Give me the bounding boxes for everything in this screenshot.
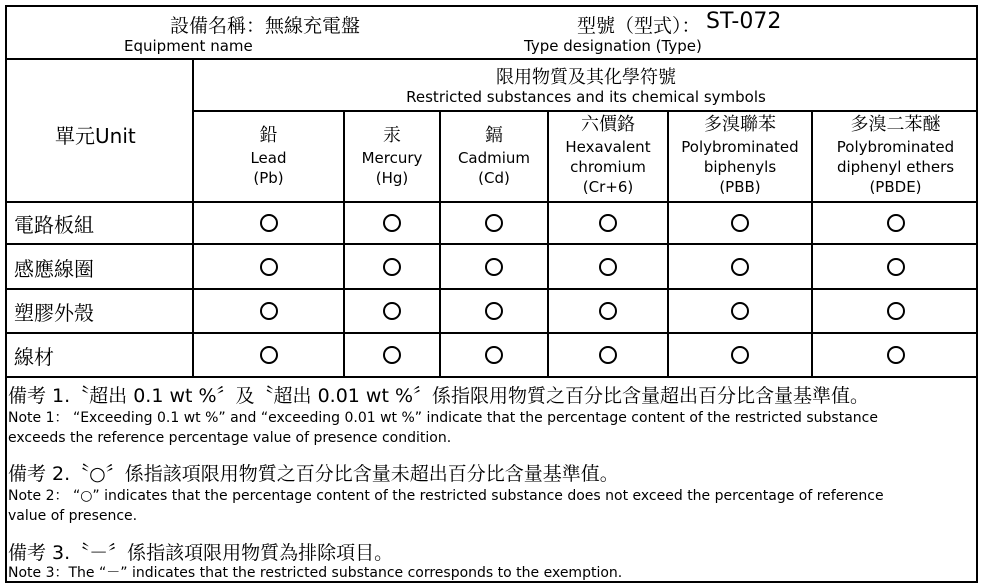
column-header-symbol: (PBDE) <box>869 178 922 196</box>
column-header-zh: 汞 <box>383 125 401 146</box>
divider <box>192 58 194 378</box>
column-header-zh: 六價鉻 <box>581 114 635 135</box>
divider <box>193 110 978 112</box>
note-2-zh: 備考 2.〝○〞係指該項限用物質之百分比含量未超出百分比含量基準值。 <box>8 463 619 485</box>
compliance-mark <box>383 258 401 276</box>
note-1-en-line1: Note 1： “Exceeding 0.1 wt %” and “exceeding 0.01 wt %” indicate that the percentage content of the restricted substance <box>8 410 878 426</box>
column-header-pbb <box>669 113 811 201</box>
column-header-zh: 多溴聯苯 <box>704 114 776 135</box>
compliance-mark <box>260 346 278 364</box>
column-header-en: Lead <box>250 149 287 167</box>
note-2-en-line1: Note 2： “○” indicates that the percentage content of the restricted substance does not exceed the percentage of reference <box>8 488 884 504</box>
restricted-substances-header-zh: 限用物質及其化學符號 <box>496 67 676 88</box>
column-header-en: Hexavalent <box>565 138 651 156</box>
compliance-mark <box>887 258 905 276</box>
row-label-induction-coil: 感應線圈 <box>14 257 94 281</box>
compliance-mark <box>887 346 905 364</box>
compliance-mark <box>485 214 503 232</box>
column-header-en-line2: biphenyls <box>703 158 777 176</box>
divider <box>5 332 978 334</box>
row-label-cable: 線材 <box>14 345 54 369</box>
compliance-mark <box>260 302 278 320</box>
compliance-mark <box>383 302 401 320</box>
column-header-zh: 鎘 <box>485 125 503 146</box>
compliance-mark <box>599 302 617 320</box>
row-label-plastic-housing: 塑膠外殼 <box>14 301 94 325</box>
compliance-mark <box>887 302 905 320</box>
note-3-zh: 備考 3.〝－〞係指該項限用物質為排除項目。 <box>8 542 394 564</box>
note-3-en: Note 3：The “－” indicates that the restricted substance corresponds to the exemption. <box>8 565 623 581</box>
column-header-en-line2: chromium <box>570 158 646 176</box>
compliance-mark <box>485 346 503 364</box>
column-header-cadmium <box>441 124 547 212</box>
column-header-lead <box>194 124 343 212</box>
type-designation-zh: 型號（型式）： <box>577 15 701 37</box>
compliance-mark <box>731 346 749 364</box>
column-header-en: Polybrominated <box>836 138 955 156</box>
column-header-en: Polybrominated <box>681 138 799 156</box>
compliance-mark <box>599 346 617 364</box>
divider <box>5 243 978 245</box>
column-header-hexavalent-chromium <box>549 113 667 201</box>
column-header-pbde <box>813 113 978 201</box>
column-header-zh: 多溴二苯醚 <box>850 114 941 135</box>
note-1-zh: 備考 1.〝超出 0.1 wt %〞及〝超出 0.01 wt %〞係指限用物質之百分比含量超出百分比含量基準值。 <box>8 385 870 407</box>
unit-header: 單元Unit <box>55 124 136 148</box>
compliance-mark <box>260 214 278 232</box>
compliance-mark <box>260 258 278 276</box>
column-header-symbol: (Hg) <box>375 169 409 187</box>
compliance-mark <box>485 258 503 276</box>
column-header-en: Cadmium <box>457 149 531 167</box>
compliance-mark <box>383 346 401 364</box>
note-2-en-line2: value of presence. <box>8 508 138 524</box>
column-header-zh: 鉛 <box>259 125 278 146</box>
type-designation-value: ST-072 <box>706 9 782 34</box>
compliance-mark <box>599 214 617 232</box>
column-header-symbol: (Cd) <box>478 169 510 187</box>
compliance-mark <box>485 302 503 320</box>
compliance-mark <box>383 214 401 232</box>
equipment-name-zh: 設備名稱：無線充電盤 <box>170 15 361 37</box>
divider <box>5 58 978 60</box>
column-header-en: Mercury <box>361 149 423 167</box>
compliance-mark <box>599 258 617 276</box>
divider <box>5 376 978 378</box>
column-header-symbol: (Pb) <box>253 169 284 187</box>
column-header-symbol: (PBB) <box>719 178 761 196</box>
equipment-name-en: Equipment name <box>124 37 253 55</box>
divider <box>5 288 978 290</box>
row-label-circuit-board: 電路板組 <box>14 213 94 237</box>
compliance-mark <box>731 302 749 320</box>
column-header-symbol: (Cr+6) <box>582 178 634 196</box>
compliance-mark <box>887 214 905 232</box>
restricted-substances-header-en: Restricted substances and its chemical symbols <box>406 88 766 106</box>
column-header-mercury <box>345 124 439 212</box>
type-designation-en: Type designation (Type) <box>524 37 702 55</box>
column-header-en-line2: diphenyl ethers <box>836 158 955 176</box>
compliance-mark <box>731 214 749 232</box>
compliance-mark <box>731 258 749 276</box>
note-1-en-line2: exceeds the reference percentage value of presence condition. <box>8 430 452 446</box>
